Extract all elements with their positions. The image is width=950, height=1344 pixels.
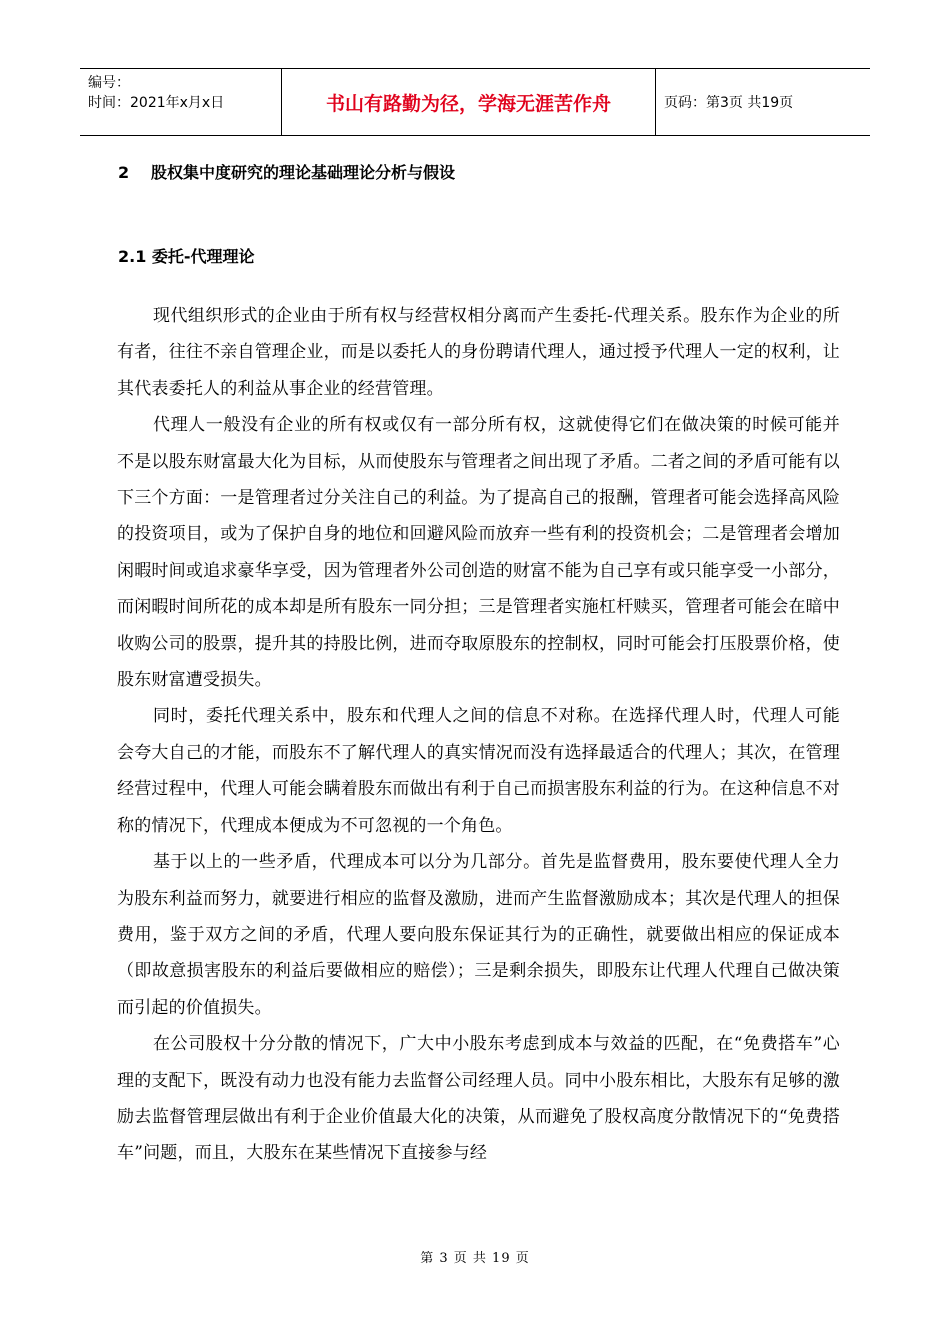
header-motto: 书山有路勤为径，学海无涯苦作舟 <box>282 69 656 135</box>
chapter-number: 2 <box>118 163 130 182</box>
chapter-heading <box>118 160 455 183</box>
header-page-info: 页码：第3页 共19页 <box>664 95 794 111</box>
body-text <box>117 298 840 1172</box>
document-time-label: 时间：2021年x月x日 <box>88 95 225 111</box>
paragraph: 基于以上的一些矛盾，代理成本可以分为几部分。首先是监督费用，股东要使代理人全力为股东利益而努力，就要进行相应的监督及激励，进而产生监督激励成本；其次是代理人的担保费用，鉴于双方之间的矛盾，代理人要向股东保证其行为的正确性，就要做出相应的保证成本（即故意损害股东的利益后要做相应的赔偿）；三是剩余损失，即股东让代理人代理自己做决策而引起的价值损失。 <box>117 852 840 1018</box>
paragraph: 代理人一般没有企业的所有权或仅有一部分所有权，这就使得它们在做决策的时候可能并不是以股东财富最大化为目标，从而使股东与管理者之间出现了矛盾。二者之间的矛盾可能有以下三个方面：一是管理者过分关注自己的利益。为了提高自己的报酬，管理者可能会选择高风险的投资项目，或为了保护自身的地位和回避风险而放弃一些有利的投资机会；二是管理者会增加闲暇时间或追求豪华享受，因为管理者外公司创造的财富不能为自己享有或只能享受一小部分，而闲暇时间所花的成本却是所有股东一同分担；三是管理者实施杠杆赎买，管理者可能会在暗中收购公司的股票，提升其的持股比例，进而夺取原股东的控制权，同时可能会打压股票价格，使股东财富遭受损失。 <box>117 415 840 691</box>
paragraph: 现代组织形式的企业由于所有权与经营权相分离而产生委托-代理关系。股东作为企业的所有者，往往不亲自管理企业，而是以委托人的身份聘请代理人，通过授予代理人一定的权利，让其代表委托人的利益从事企业的经营管理。 <box>117 306 840 399</box>
paragraph: 同时，委托代理关系中，股东和代理人之间的信息不对称。在选择代理人时，代理人可能会夸大自己的才能，而股东不了解代理人的真实情况而没有选择最适合的代理人；其次，在管理经营过程中，代理人可能会瞒着股东而做出有利于自己而损害股东利益的行为。在这种信息不对称的情况下，代理成本便成为不可忽视的一个角色。 <box>117 706 840 836</box>
page-header <box>80 68 870 136</box>
paragraph: 在公司股权十分分散的情况下，广大中小股东考虑到成本与效益的匹配，在“免费搭车”心理的支配下，既没有动力也没有能力去监督公司经理人员。同中小股东相比，大股东有足够的激励去监督管理层做出有利于企业价值最大化的决策，从而避免了股权高度分散情况下的“免费搭车”问题，而且，大股东在某些情况下直接参与经 <box>117 1034 840 1164</box>
chapter-title: 股权集中度研究的理论基础理论分析与假设 <box>151 163 456 182</box>
page-footer: 第 3 页 共 19 页 <box>420 1251 530 1266</box>
document-number-label: 编号： <box>88 75 130 91</box>
section-heading: 2.1 委托-代理理论 <box>118 247 255 266</box>
header-meta <box>80 69 282 135</box>
